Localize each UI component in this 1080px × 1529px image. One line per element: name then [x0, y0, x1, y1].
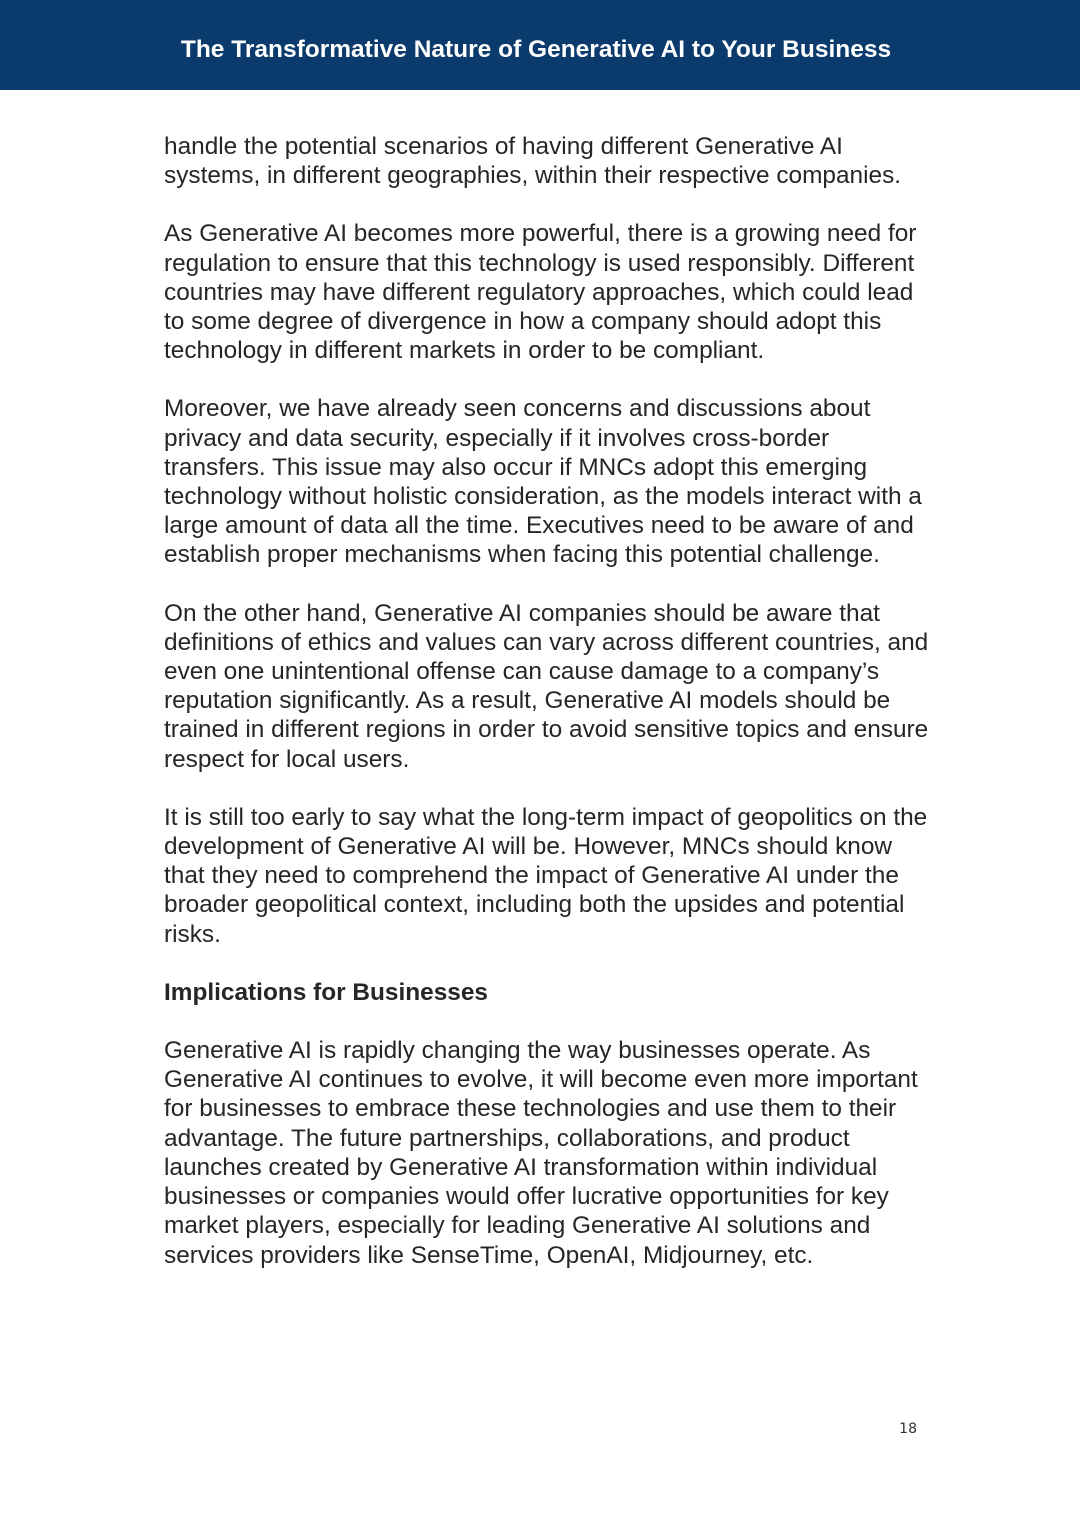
section-heading: Implications for Businesses: [164, 978, 488, 1006]
body-paragraph: On the other hand, Generative AI companies should be aware that definitions of ethics and values can vary across different countries, and even one unintentional offense can cause damage to a company’s reputation significantly. As a result, Generative AI models should be trained in different regions in order to avoid sensitive topics and ensure respect for local users.: [164, 599, 929, 773]
section-paragraph: Generative AI is rapidly changing the way businesses operate. As Generative AI continues to evolve, it will become even more important for businesses to embrace these technologies and use them to their advantage. The future partnerships, collaborations, and product launches created by Generative AI transformation within individual businesses or companies would offer lucrative opportunities for key market players, especially for leading Generative AI solutions and services providers like SenseTime, OpenAI, Midjourney, etc.: [164, 1037, 918, 1269]
body-paragraph: It is still too early to say what the long-term impact of geopolitics on the development of Generative AI will be. However, MNCs should know that they need to comprehend the impact of Generative AI under the broader geopolitical context, including both the upsides and potential risks.: [164, 803, 928, 948]
document-title: The Transformative Nature of Generative AI to Your Business: [180, 36, 892, 63]
page-header: [0, 0, 1080, 90]
body-paragraph: As Generative AI becomes more powerful, there is a growing need for regulation to ensure that this technology is used responsibly. Different countries may have different regulatory approaches, which could lead to some degree of divergence in how a company should adopt this technology in different markets in order to be compliant.: [164, 220, 917, 365]
body-paragraph: handle the potential scenarios of having different Generative AI systems, in different geographies, within their respective companies.: [164, 133, 902, 190]
page-number: 18: [899, 1421, 917, 1437]
page-body: [164, 132, 934, 1299]
body-paragraph: Moreover, we have already seen concerns and discussions about privacy and data security, especially if it involves cross-border transfers. This issue may also occur if MNCs adopt this emerging technology without holistic consideration, as the models interact with a large amount of data all the time. Executives need to be aware of and establish proper mechanisms when facing this potential challenge.: [164, 395, 922, 569]
